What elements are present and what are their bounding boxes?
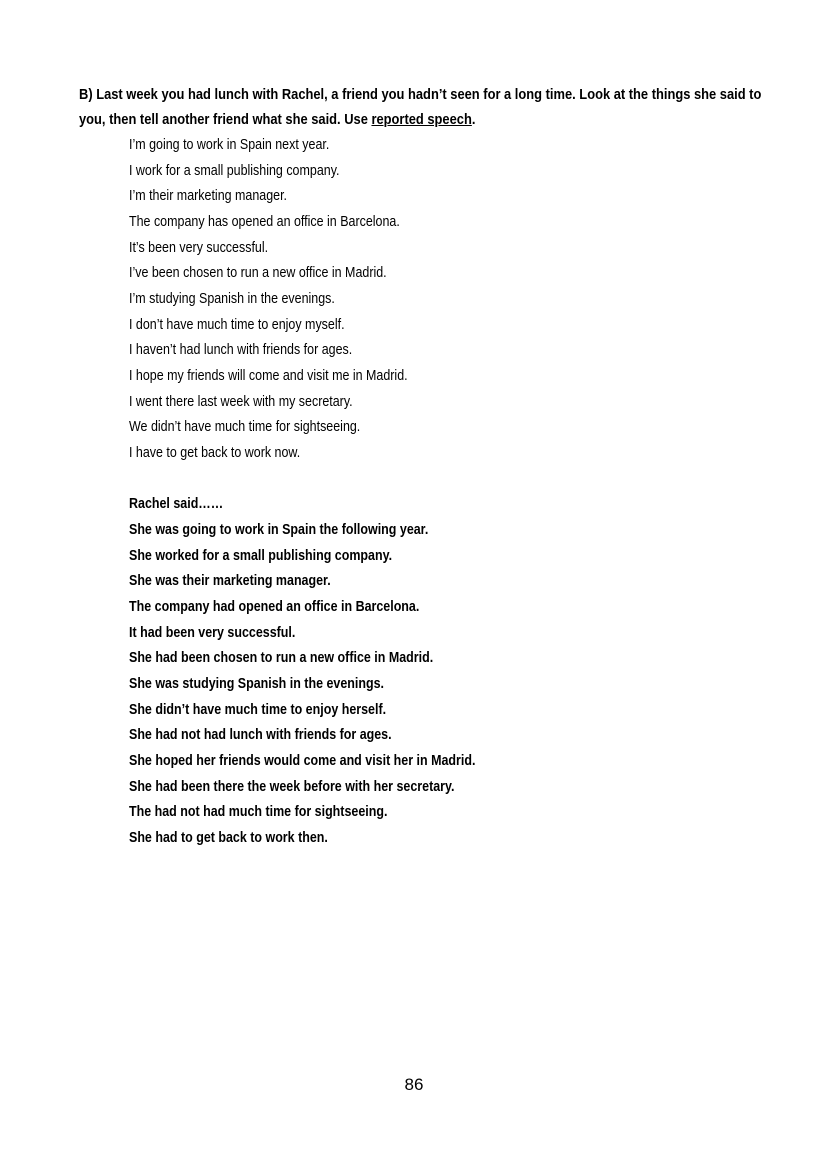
sentence: She had been chosen to run a new office in Madrid. [129, 650, 434, 667]
sentence: She didn’t have much time to enjoy herself. [129, 701, 387, 718]
sentence: I went there last week with my secretary. [129, 393, 353, 410]
sentence: She was studying Spanish in the evenings. [129, 676, 385, 693]
instructions-period: . [471, 111, 476, 128]
answers-heading: Rachel said…… [129, 496, 224, 512]
instructions-text: you, then tell another friend what she said. Use [79, 111, 372, 128]
reported-speech-term: reported speech [371, 111, 472, 128]
sentence: It had been very successful. [129, 624, 296, 641]
sentence: I’m their marketing manager. [129, 188, 288, 205]
sentence: I don’t have much time to enjoy myself. [129, 316, 345, 333]
sentence: She hoped her friends would come and visit her in Madrid. [129, 753, 476, 770]
sentence: I hope my friends will come and visit me in Madrid. [129, 368, 408, 385]
sentence: She had not had lunch with friends for ages. [129, 727, 392, 744]
sentence: She was going to work in Spain the following year. [129, 522, 429, 538]
sentence: We didn’t have much time for sightseeing. [129, 419, 361, 436]
instructions-line-2 [79, 111, 475, 129]
sentence: She was their marketing manager. [129, 573, 331, 590]
sentence: She had to get back to work then. [129, 830, 328, 847]
sentence: I’m going to work in Spain next year. [129, 137, 330, 153]
sentence: It’s been very successful. [129, 239, 269, 256]
sentence: She worked for a small publishing company. [129, 547, 393, 564]
sentence: The had not had much time for sightseeing. [129, 804, 388, 821]
sentence: The company had opened an office in Barcelona. [129, 599, 420, 615]
page-number: 86 [404, 1075, 424, 1094]
instructions-line-1: B) Last week you had lunch with Rachel, a friend you hadn’t seen for a long time. Look at the things she said to [79, 86, 762, 103]
sentence: The company has opened an office in Barcelona. [129, 214, 400, 230]
sentence: I have to get back to work now. [129, 445, 301, 462]
sentence: I’ve been chosen to run a new office in Madrid. [129, 265, 387, 282]
sentence: She had been there the week before with her secretary. [129, 778, 455, 795]
sentence: I work for a small publishing company. [129, 162, 340, 179]
sentence: I’m studying Spanish in the evenings. [129, 291, 335, 308]
sentence: I haven’t had lunch with friends for ages. [129, 342, 353, 359]
